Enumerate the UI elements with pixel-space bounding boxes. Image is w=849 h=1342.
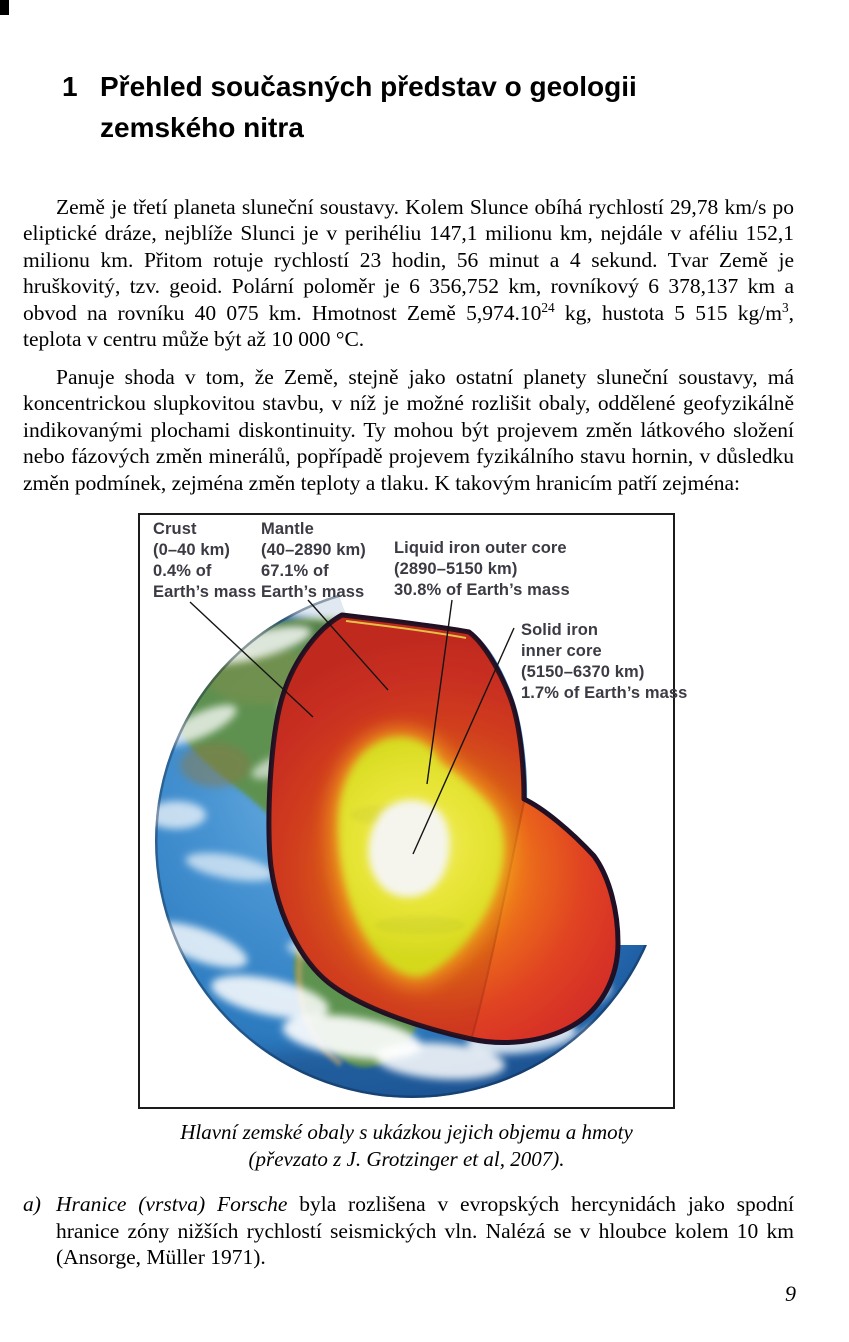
figure-label-crust: Crust (0–40 km) 0.4% of Earth’s mass [153, 520, 257, 601]
list-item-a-text: Hranice (vrstva) Forsche byla rozlišena v evropských hercynidách jako spodní hranice zóny nižších rychlostí seismických vln. Nalézá se v hloubce kolem 10 km (Ansorge, Müller 1971). [56, 1192, 794, 1270]
list-item-a-marker: a) [23, 1192, 41, 1216]
figure-caption-line-2: (převzato z J. Grotzinger et al, 2007). [248, 1147, 565, 1171]
figure-caption [138, 1119, 675, 1173]
inner-core-cutaway [368, 800, 449, 897]
chapter-heading [62, 66, 682, 148]
figure-caption-line-1: Hlavní zemské obaly s ukázkou jejich objemu a hmoty [180, 1120, 633, 1144]
figure-label-outer-core: Liquid iron outer core (2890–5150 km) 30.8% of Earth’s mass [394, 539, 570, 599]
figure-label-mantle: Mantle (40–2890 km) 67.1% of Earth’s mass [261, 520, 366, 601]
body-paragraph-2: Panuje shoda v tom, že Země, stejně jako ostatní planety sluneční soustavy, má koncentrickou slupkovitou stavbu, v níž je možné rozlišit obaly, oddělené geofyzikálně indikovanými plochami diskontinuity. Ty mohou být projevem změn látkového složení nebo fázových změn minerálů, popřípadě projevem fyzikálního stavu hornin, v důsledku změn podmínek, zejména změn teploty a tlaku. K takovým hranicím patří zejména: [23, 364, 794, 495]
earth-cutaway-illustration [140, 515, 673, 1107]
scan-artifact-mark [0, 0, 9, 15]
chapter-number: 1 [62, 71, 78, 102]
earth-cutaway-figure [138, 513, 688, 1109]
body-paragraph-1: Země je třetí planeta sluneční soustavy. Kolem Slunce obíhá rychlostí 29,78 km/s po eliptické dráze, nejblíže Slunci je v perihéliu 147,1 milionu km, nejdále v aféliu 152,1 milionu km. Přitom rotuje rychlostí 23 hodin, 56 minut a 4 sekund. Tvar Země je hruškovitý, tzv. geoid. Polární poloměr je 6 356,752 km, rovníkový 6 378,137 km a obvod na rovníku 40 075 km. Hmotnost Země 5,974.10$^{24}$ kg, hustota 5 515 $kg/m^3$, teplota v centru může být až 10 000 °C. [23, 194, 794, 352]
figure-label-inner-core: Solid iron inner core (5150–6370 km) 1.7% of Earth’s mass [521, 621, 688, 702]
chapter-title: Přehled současných představ o geologii zemského nitra [100, 71, 637, 143]
list-item-a [23, 1191, 794, 1271]
page-number: 9 [785, 1281, 796, 1306]
